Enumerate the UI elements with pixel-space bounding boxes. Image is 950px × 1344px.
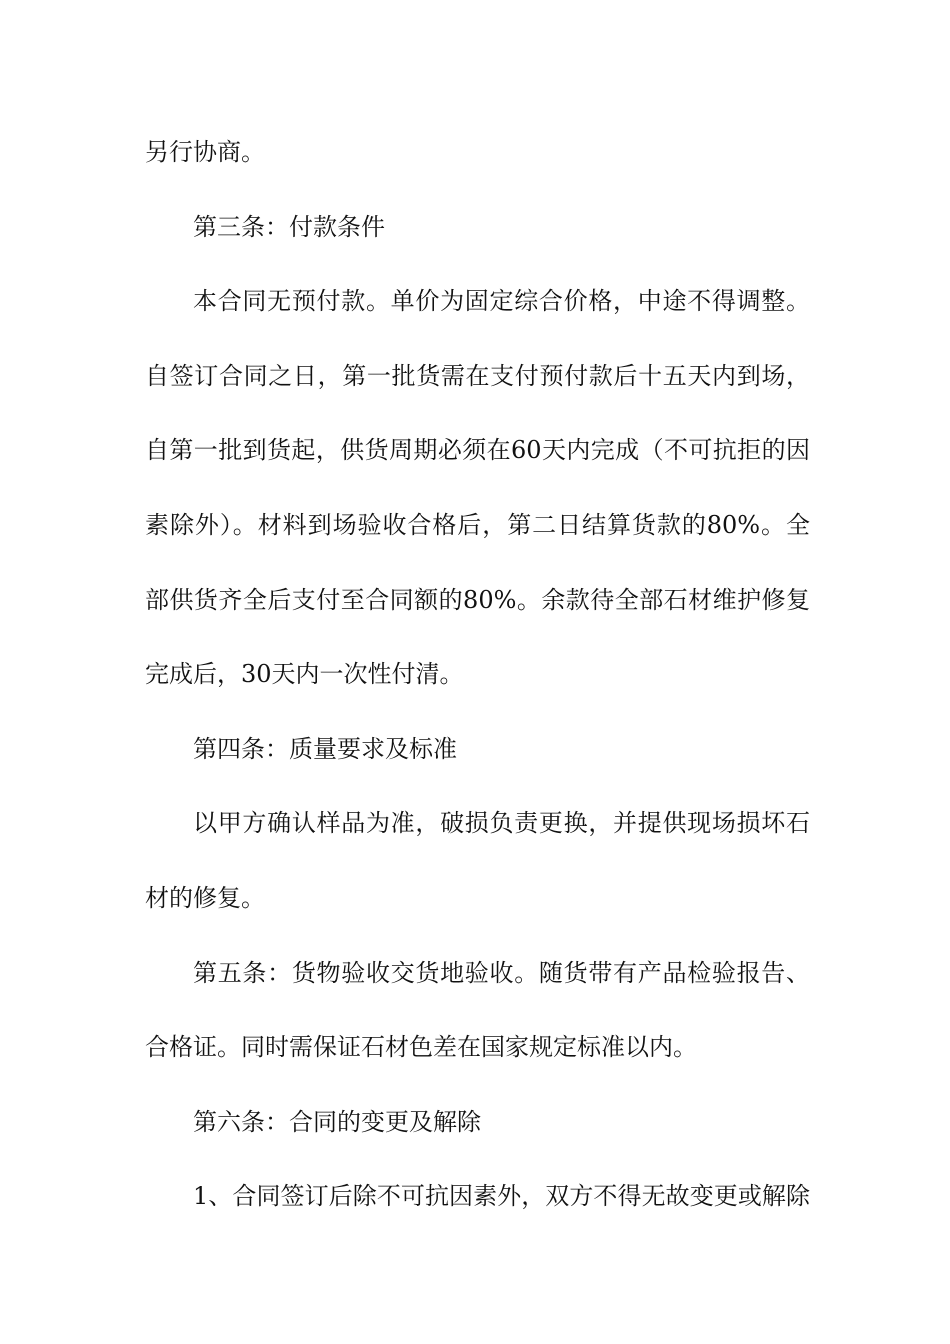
text-line: 1、合同签订后除不可抗因素外，双方不得无故变更或解除 — [193, 1182, 810, 1211]
section-heading: 第六条：合同的变更及解除 — [193, 1107, 481, 1136]
text-line: 本合同无预付款。单价为固定综合价格，中途不得调整。 — [193, 287, 810, 316]
section-heading: 第三条：付款条件 — [193, 212, 385, 241]
text-line: 完成后，30天内一次性付清。 — [145, 660, 464, 689]
text-line: 部供货齐全后支付至合同额的80%。余款待全部石材维护修复 — [145, 585, 810, 614]
text-line: 以甲方确认样品为准，破损负责更换，并提供现场损坏石 — [193, 809, 810, 838]
text-line: 材的修复。 — [145, 883, 265, 912]
text-line: 另行协商。 — [145, 138, 265, 166]
text-line: 自第一批到货起，供货周期必须在60天内完成（不可抗拒的因 — [145, 436, 810, 465]
text-line: 素除外）。材料到场验收合格后，第二日结算货款的80%。全 — [145, 510, 810, 539]
section-heading: 第四条：质量要求及标准 — [193, 734, 457, 763]
document-body — [145, 115, 810, 1234]
text-line: 合格证。同时需保证石材色差在国家规定标准以内。 — [145, 1033, 697, 1062]
text-line: 自签订合同之日，第一批货需在支付预付款后十五天内到场， — [145, 361, 810, 390]
section-heading: 第五条：货物验收交货地验收。随货带有产品检验报告、 — [193, 958, 810, 987]
